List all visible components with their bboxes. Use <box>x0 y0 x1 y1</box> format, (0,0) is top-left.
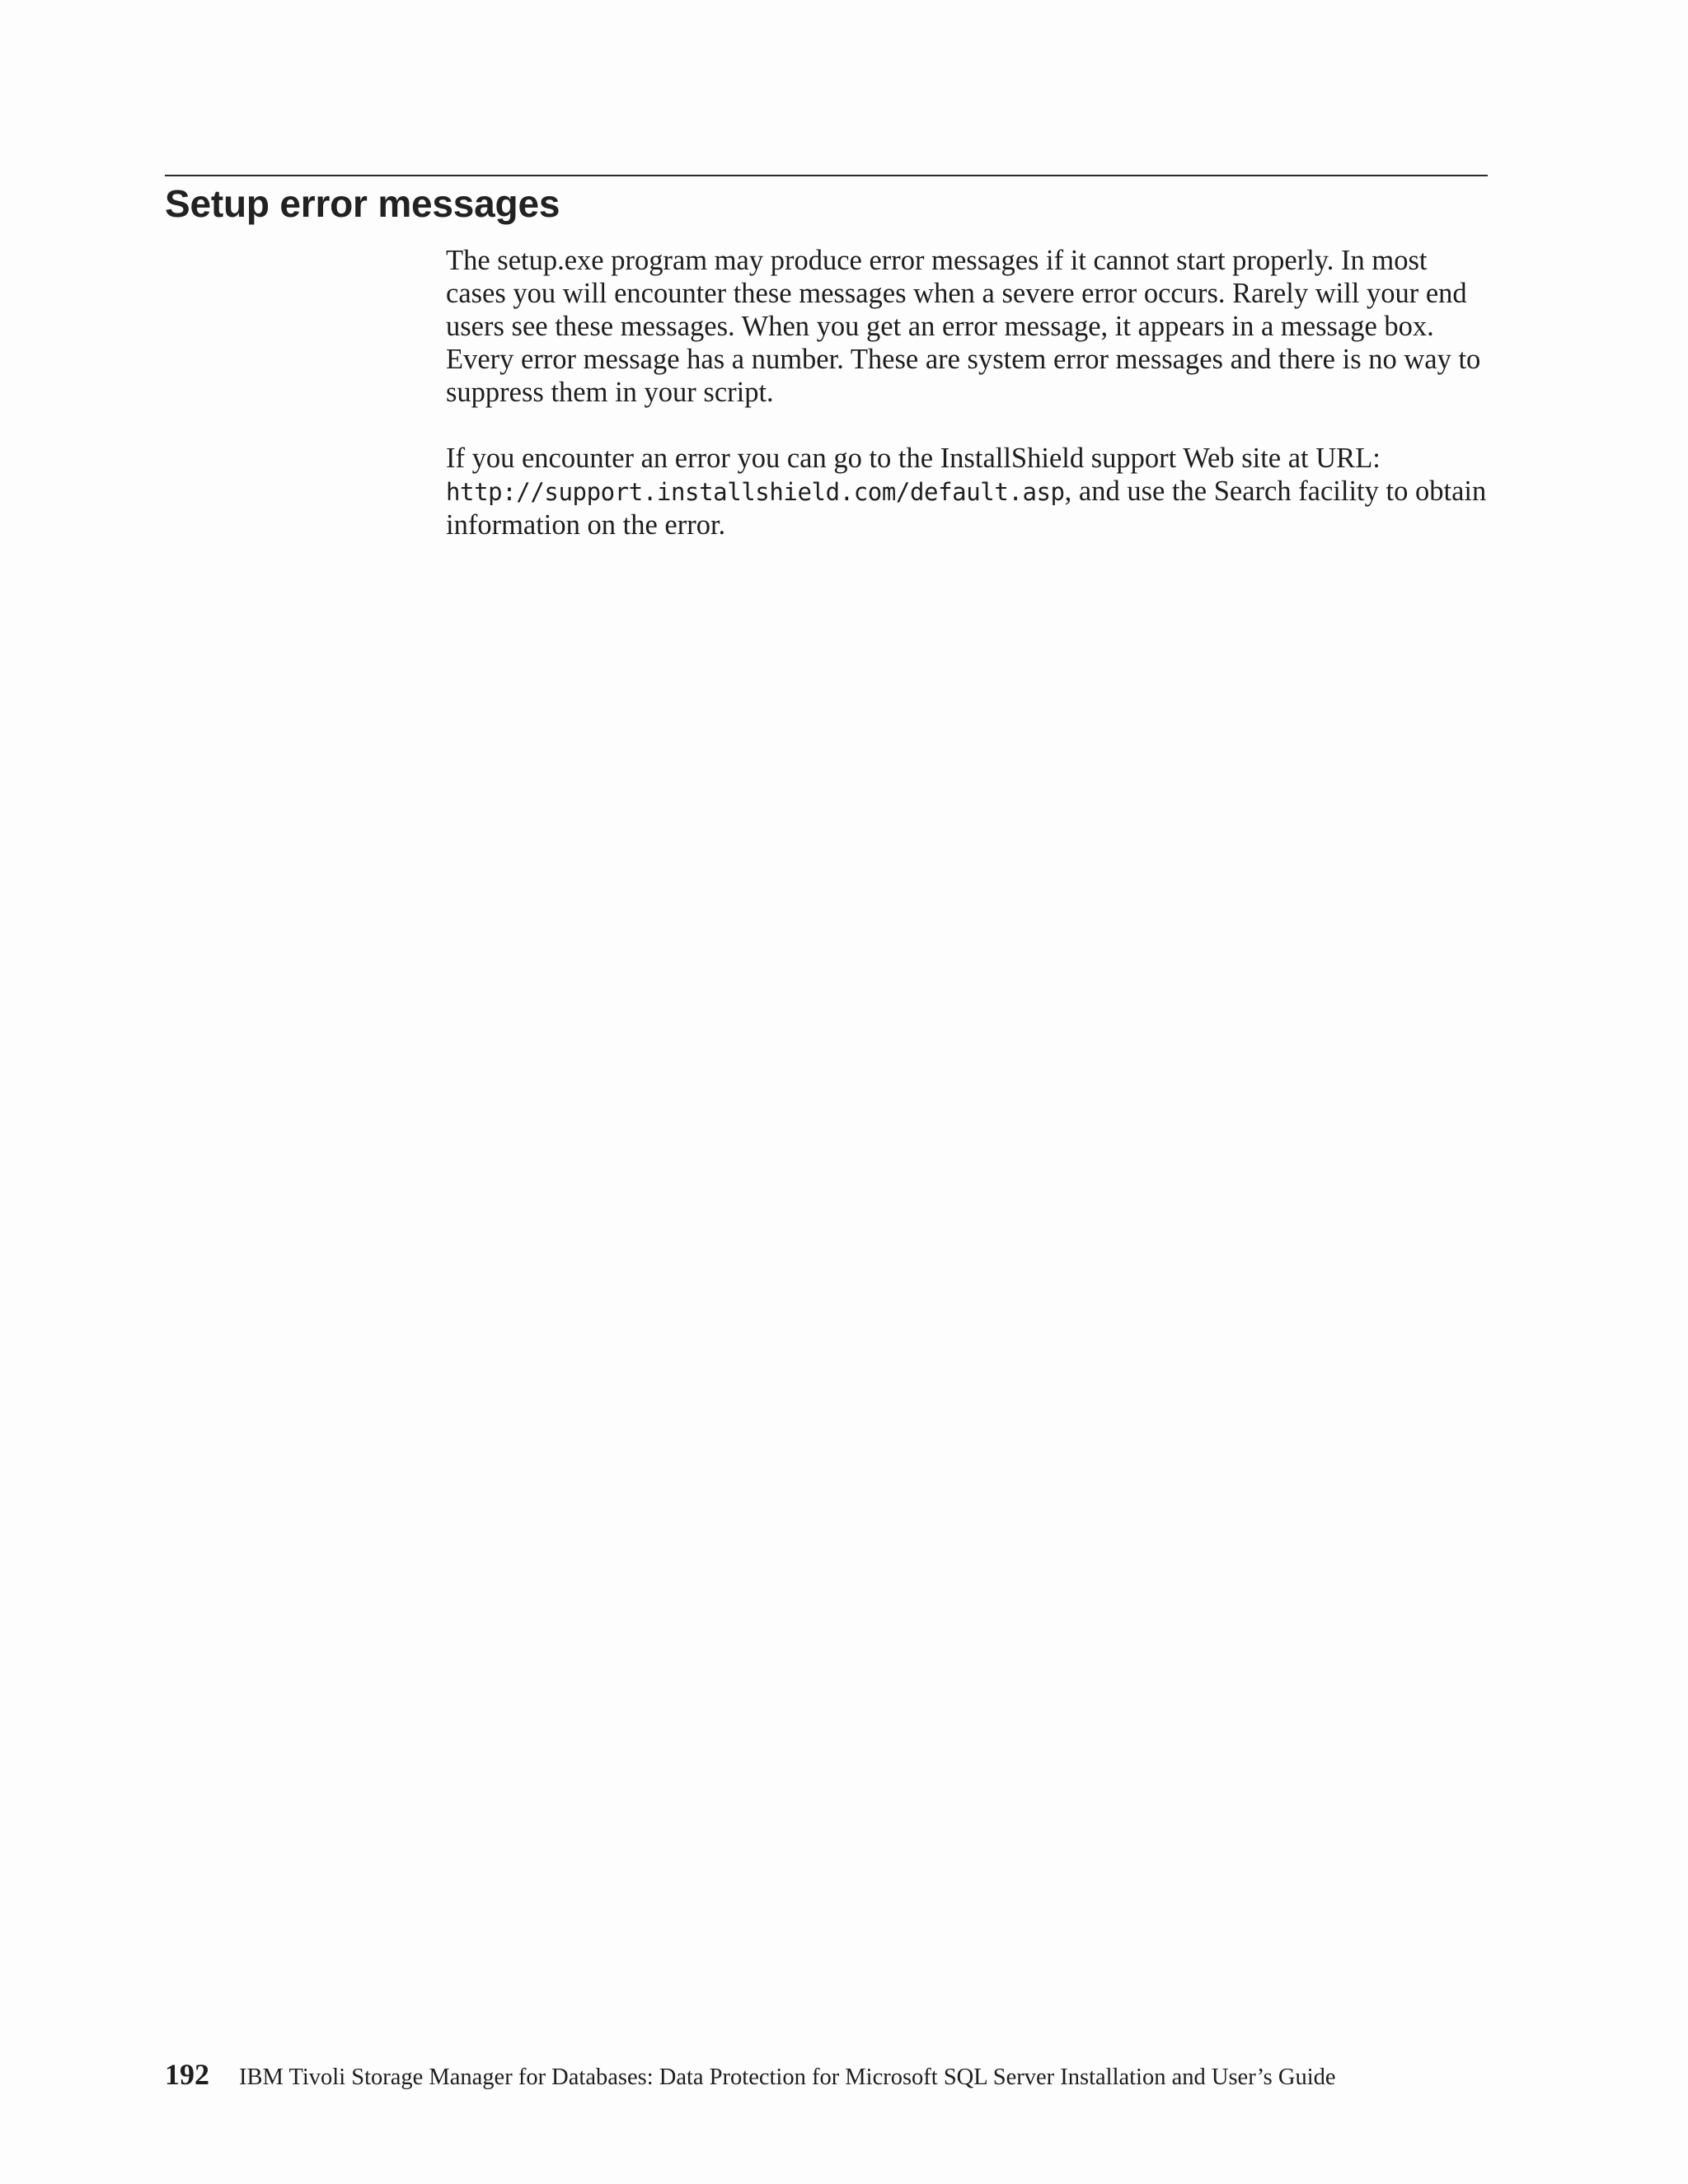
book-title: IBM Tivoli Storage Manager for Databases: Data Protection for Microsoft SQL Server Installation and User’s Guide <box>239 2064 1336 2090</box>
page-number: 192 <box>165 2058 209 2091</box>
intro-paragraph: The setup.exe program may produce error messages if it cannot start properly. In most cases you will encounter these messages when a severe error occurs. Rarely will your end users see these messages. When you get an error message, it appears in a message box. Every error message has a number. These are system error messages and there is no way to suppress them in your script. <box>446 245 1481 408</box>
support-text-after-url: , and use the Search facility to obtain information on the error. <box>446 476 1487 541</box>
section-title: Setup error messages <box>165 182 560 225</box>
support-text-before-url: If you encounter an error you can go to the InstallShield support Web site at URL: <box>446 443 1381 474</box>
support-paragraph <box>446 442 1493 541</box>
page-footer <box>165 2057 1336 2092</box>
support-url: http://support.installshield.com/default.asp <box>446 478 1065 506</box>
